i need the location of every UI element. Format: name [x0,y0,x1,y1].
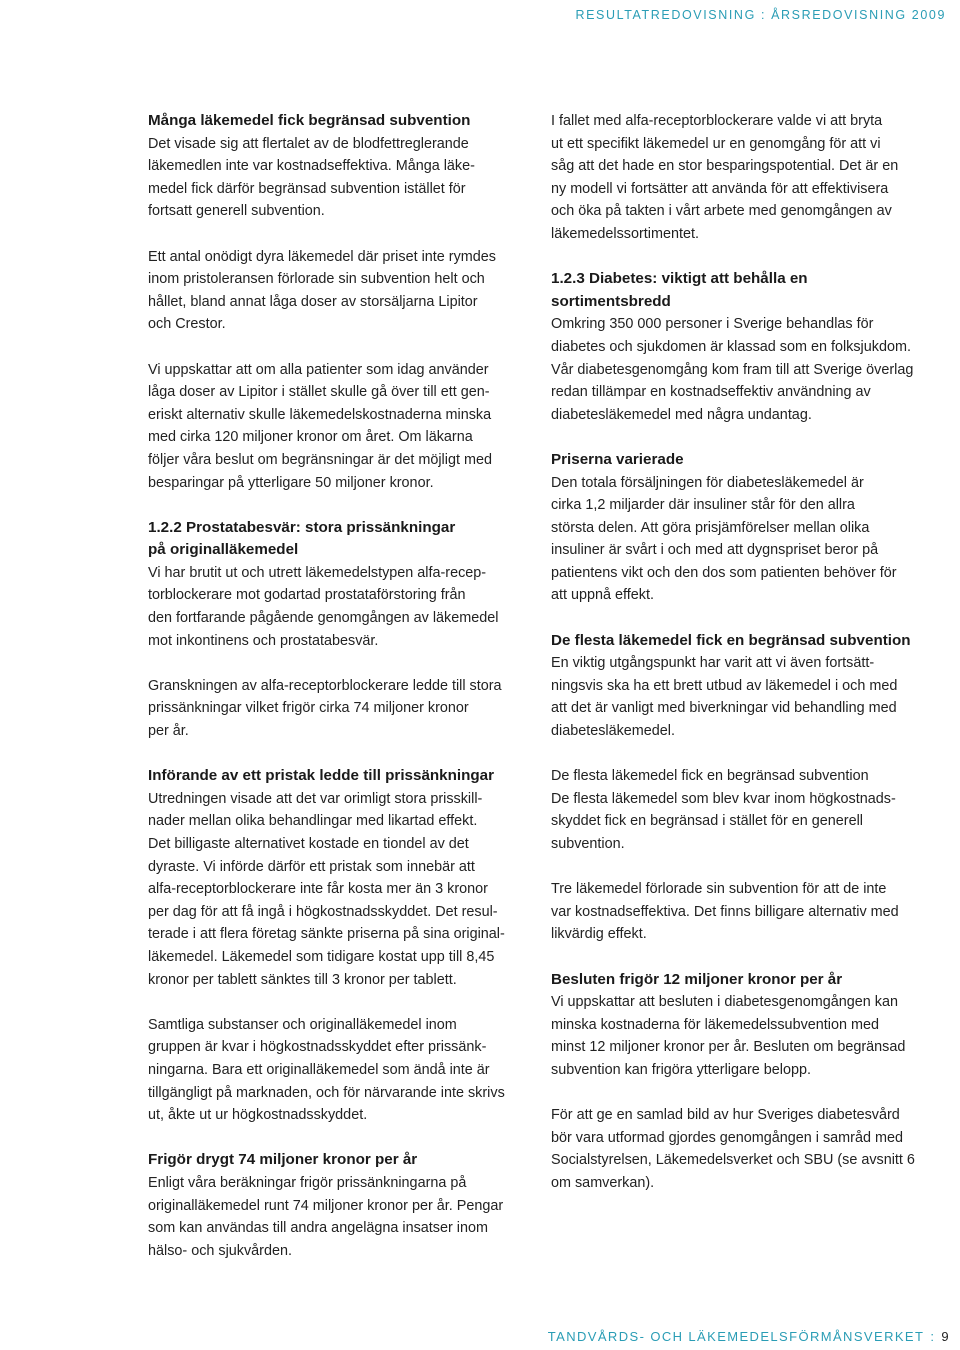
heading-manga-lakemedel: Många läkemedel fick begränsad subvention [148,112,471,129]
paragraph: Utredningen visade att det var orimligt stora prisskill- nader mellan olika behandlingar med likartad effekt. Det billigaste alternativet kostade en tiondel av det dyraste. Vi införde därför ett pristak som innebär att alfa-receptorblockerare inte får kosta mer än 3 kronor per dag för att få ingå i högkostnadsskyddet. Det resul- terade i att flera företag sänkte priserna på sina original- läkemedel. Läkemedel som tidigare kostat upp till 8,45 kronor per tablett sänktes till 3 kronor per tablett. [148,790,505,988]
page-footer [548,1329,950,1344]
heading-priserna-varierade: Priserna varierade [551,450,684,468]
paragraph: Vi uppskattar att besluten i diabetesgenomgången kan minska kostnaderna för läkemedelssubvention med minst 12 miljoner kronor per år. Besluten om begränsad subvention kan frigöra ytterligare belopp. [551,994,906,1078]
footer-separator: : [930,1329,936,1344]
running-header: RESULTATREDOVISNING : ÅRSREDOVISNING 2009 [575,8,946,22]
right-column [551,110,943,1217]
left-column [148,110,540,1285]
heading-diabetes: 1.2.3 Diabetes: viktigt att behålla en sortimentsbredd [551,270,808,310]
heading-pristak: Införande av ett pristak ledde till prissänkningar [148,767,495,785]
paragraph: Vi har brutit ut och utrett läkemedelstypen alfa-recep- torblockerare mot godartad prostataförstoring från den fortfarande pågående genomgången av läkemedel mot inkontinens och prostatabesvär. [148,564,499,649]
paragraph: För att ge en samlad bild av hur Sveriges diabetesvård bör vara utformad gjordes genomgången i samråd med Socialstyrelsen, Läkemedelsverket och SBU (se avsnitt 6 om samverkan). [551,1107,915,1191]
footer-title: TANDVÅRDS- OCH LÄKEMEDELSFÖRMÅNSVERKET [547,1329,925,1344]
paragraph: En viktig utgångspunkt har varit att vi även fortsätt- ningsvis ska ha ett brett utbud av läkemedel i och med att det är vanligt med biverkningar vid behandling med diabetesläkemedel. [551,655,898,740]
heading-frigor-74-miljoner: Frigör drygt 74 miljoner kronor per år [148,1151,418,1169]
paragraph: Enligt våra beräkningar frigör prissänkningarna på originalläkemedel runt 74 miljoner kronor per år. Pengar som kan användas till andra angelägna insatser inom hälso- och sjukvården. [148,1174,504,1259]
paragraph: Granskningen av alfa-receptorblockerare ledde till stora prissänkningar vilket frigör cirka 74 miljoner kronor per år. [148,677,502,740]
paragraph: De flesta läkemedel fick en begränsad subvention De flesta läkemedel som blev kvar inom högkostnads- skyddet fick en begränsad i stället för en generell subvention. [551,768,896,852]
page-number: 9 [941,1329,950,1344]
heading-prostatabesvar: 1.2.2 Prostatabesvär: stora prissänkningar på originalläkemedel [148,518,456,559]
paragraph: Samtliga substanser och originalläkemedel inom gruppen är kvar i högkostnadsskyddet efter prissänk- ningarna. Bara ett originalläkemedel som ändå inte är tillgängligt på marknaden, och för närvarande inte skrivs ut, åkte ut ur högkostnadsskyddet. [148,1016,505,1124]
paragraph: Ett antal onödigt dyra läkemedel där priset inte rymdes inom pristoleransen förlorade sin subvention helt och hållet, bland annat låga doser av storsäljarna Lipitor och Crestor. [148,248,496,333]
paragraph: Tre läkemedel förlorade sin subvention för att de inte var kostnadseffektiva. Det finns billigare alternativ med likvärdig effekt. [551,881,899,943]
paragraph: Den totala försäljningen för diabetesläkemedel är cirka 1,2 miljarder där insuliner står för den allra största delen. Att göra prisjämförelser mellan olika insuliner är svårt i och med att dygnspriset beror på patientens vikt och den dos som patienten behöver för att uppnå effekt. [551,474,897,604]
paragraph: Det visade sig att flertalet av de blodfettreglerande läkemedlen inte var kostnadseffektiva. Många läke- medel fick därför begränsad subvention istället för fortsatt generell subvention. [148,135,475,220]
paragraph: Vi uppskattar att om alla patienter som idag använder låga doser av Lipitor i stället skulle gå över till ett gen- eriskt alternativ skulle läkemedelskostnaderna minska med cirka 120 miljoner kronor om året. Om läkarna följer våra beslut om begränsningar är det möjligt med besparingar på ytterligare 50 miljoner kronor. [148,361,492,491]
heading-frigor-12-miljoner: Besluten frigör 12 miljoner kronor per år [551,970,843,988]
heading-begransad-subvention: De flesta läkemedel fick en begränsad subvention [551,631,911,649]
paragraph: Omkring 350 000 personer i Sverige behandlas för diabetes och sjukdomen är klassad som en folksjukdom. Vår diabetesgenomgång kom fram till att Sverige överlag redan tillämpar en kostnadseffektiv användning av diabetesläkemedel med några undantag. [551,316,914,423]
paragraph: I fallet med alfa-receptorblockerare valde vi att bryta ut ett specifikt läkemedel ur en genomgång för att vi såg att det hade en stor besparingspotential. Det är en ny modell vi fortsätter att använda för att effektivisera och öka på takten i vårt arbete med genomgången av läkemedelssortimentet. [551,113,899,242]
